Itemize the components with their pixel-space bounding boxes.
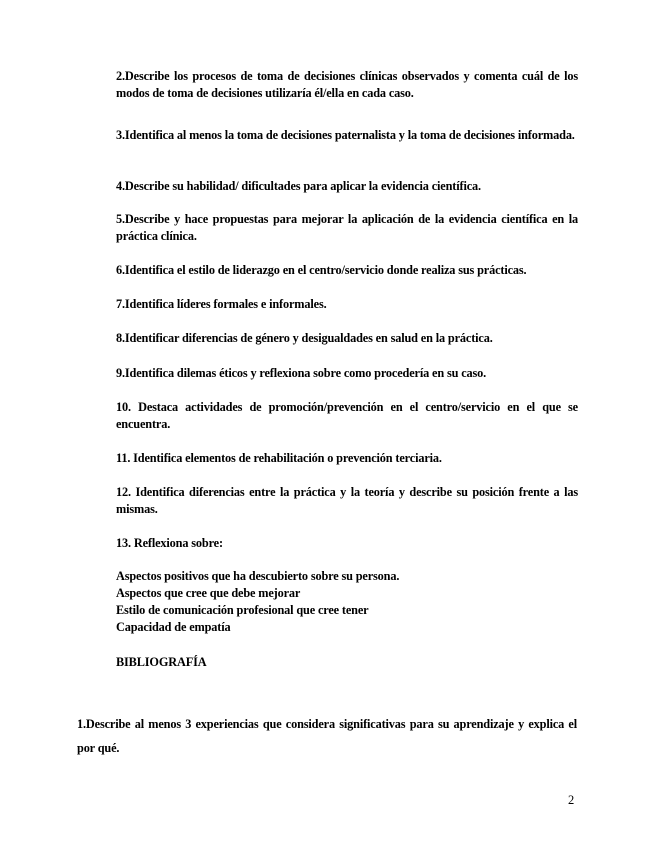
closing-item: 1.Describe al menos 3 experiencias que considera significativas para su aprendizaje y explica el por qué.	[77, 717, 577, 755]
list-item-5: 5.Describe y hace propuestas para mejorar la aplicación de la evidencia científica en la práctica clínica.	[116, 212, 578, 243]
reflection-points	[116, 568, 578, 636]
list-item-11: 11. Identifica elementos de rehabilitación o prevención terciaria.	[116, 451, 442, 465]
reflection-point: Aspectos que cree que debe mejorar	[116, 586, 301, 600]
reflection-point: Aspectos positivos que ha descubierto sobre su persona.	[116, 569, 400, 583]
reflection-point: Capacidad de empatía	[116, 620, 231, 634]
list-item-2: 2.Describe los procesos de toma de decisiones clínicas observados y comenta cuál de los modos de toma de decisiones utilizaría él/ella en cada caso.	[116, 69, 578, 100]
list-item-9: 9.Identifica dilemas éticos y reflexiona sobre como procedería en su caso.	[116, 366, 487, 380]
list-item-7: 7.Identifica líderes formales e informales.	[116, 297, 327, 311]
list-item-6: 6.Identifica el estilo de liderazgo en el centro/servicio donde realiza sus prácticas.	[116, 263, 527, 277]
list-item-3: 3.Identifica al menos la toma de decisiones paternalista y la toma de decisiones informada.	[116, 128, 575, 142]
reflection-point: Estilo de comunicación profesional que cree tener	[116, 603, 369, 617]
bibliography-heading: BIBLIOGRAFÍA	[116, 655, 207, 669]
list-item-10: 10. Destaca actividades de promoción/prevención en el centro/servicio en el que se encuentra.	[116, 400, 578, 431]
list-item-8: 8.Identificar diferencias de género y desigualdades en salud en la práctica.	[116, 331, 493, 345]
list-item-12: 12. Identifica diferencias entre la práctica y la teoría y describe su posición frente a las mismas.	[116, 485, 578, 516]
list-item-4: 4.Describe su habilidad/ dificultades para aplicar la evidencia científica.	[116, 179, 481, 193]
page-number: 2	[568, 793, 575, 807]
list-item-13: 13. Reflexiona sobre:	[116, 536, 223, 550]
